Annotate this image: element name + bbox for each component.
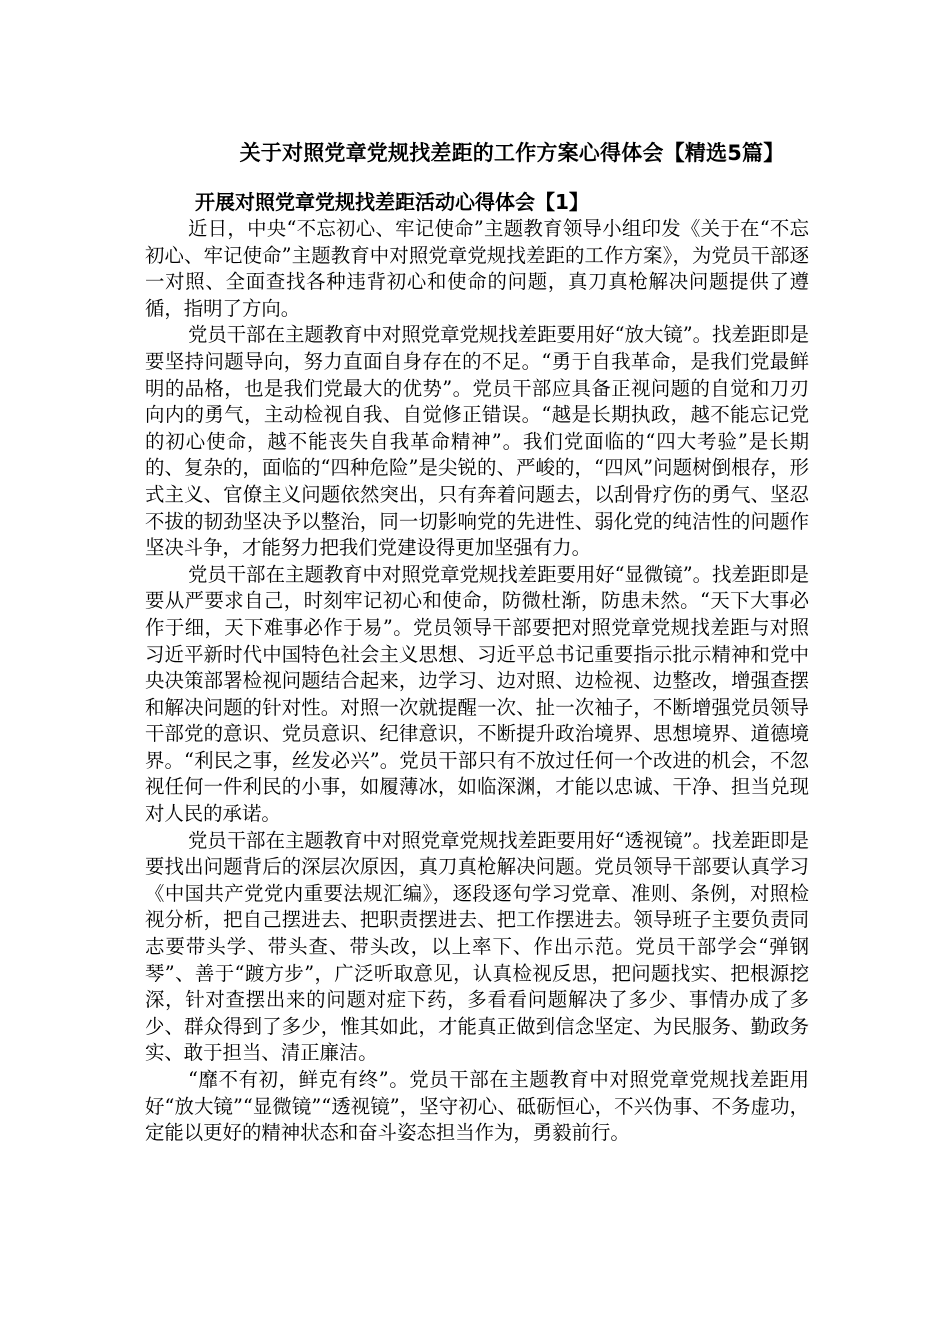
document-title: 关于对照党章党规找差距的工作方案心得体会【精选5篇】 [239,141,785,165]
paragraph-5: “靡不有初，鲜克有终”。党员干部在主题教育中对照党章党规找差距用好“放大镜”“显微镜”“透视镜”，坚守初心、砥砺恒心，不兴伪事、不务虚功，定能以更好的精神状态和奋斗姿态担当作为，勇毅前行。 [145,1068,809,1145]
paragraph-2: 党员干部在主题教育中对照党章党规找差距要用好“放大镜”。找差距即是要坚持问题导向，努力直面自身存在的不足。“勇于自我革命，是我们党最鲜明的品格，也是我们党最大的优势”。党员干部应具备正视问题的自觉和刀刃向内的勇气，主动检视自我、自觉修正错误。“越是长期执政，越不能忘记党的初心使命，越不能丧失自我革命精神”。我们党面临的“四大考验”是长期的、复杂的，面临的“四种危险”是尖锐的、严峻的，“四风”问题树倒根存，形式主义、官僚主义问题依然突出，只有奔着问题去，以刮骨疗伤的勇气、坚忍不拔的韧劲坚决予以整治，同一切影响党的先进性、弱化党的纯洁性的问题作坚决斗争，才能努力把我们党建设得更加坚强有力。 [145,323,809,560]
paragraph-4: 党员干部在主题教育中对照党章党规找差距要用好“透视镜”。找差距即是要找出问题背后的深层次原因，真刀真枪解决问题。党员领导干部要认真学习《中国共产党党内重要法规汇编》，逐段逐句学习党章、准则、条例，对照检视分析，把自己摆进去、把职责摆进去、把工作摆进去。领导班子主要负责同志要带头学、带头查、带头改，以上率下、作出示范。党员干部学会“弹钢琴”、善于“踱方步”，广泛听取意见，认真检视反思，把问题找实、把根源挖深，针对查摆出来的问题对症下药，多看看问题解决了多少、事情办成了多少、群众得到了多少，惟其如此，才能真正做到信念坚定、为民服务、勤政务实、敢于担当、清正廉洁。 [145,828,809,1065]
paragraph-3: 党员干部在主题教育中对照党章党规找差距要用好“显微镜”。找差距即是要从严要求自己，时刻牢记初心和使命，防微杜渐，防患未然。“天下大事必作于细，天下难事必作于易”。党员领导干部要把对照党章党规找差距与对照习近平新时代中国特色社会主义思想、习近平总书记重要指示批示精神和党中央决策部署检视问题结合起来，边学习、边对照、边检视、边整改，增强查摆和解决问题的针对性。对照一次就提醒一次、扯一次袖子，不断增强党员领导干部党的意识、党员意识、纪律意识，不断提升政治境界、思想境界、道德境界。“利民之事，丝发必兴”。党员干部只有不放过任何一个改进的机会，不忽视任何一件利民的小事，如履薄冰，如临深渊，才能以忠诚、干净、担当兑现对人民的承诺。 [145,562,809,826]
paragraph-1: 近日，中央“不忘初心、牢记使命”主题教育领导小组印发《关于在“不忘初心、牢记使命”主题教育中对照党章党规找差距的工作方案》，为党员干部逐一对照、全面查找各种违背初心和使命的问题，真刀真枪解决问题提供了遵循，指明了方向。 [145,217,809,320]
document-page [145,138,809,1147]
section-title: 开展对照党章党规找差距活动心得体会【1】 [195,190,589,214]
